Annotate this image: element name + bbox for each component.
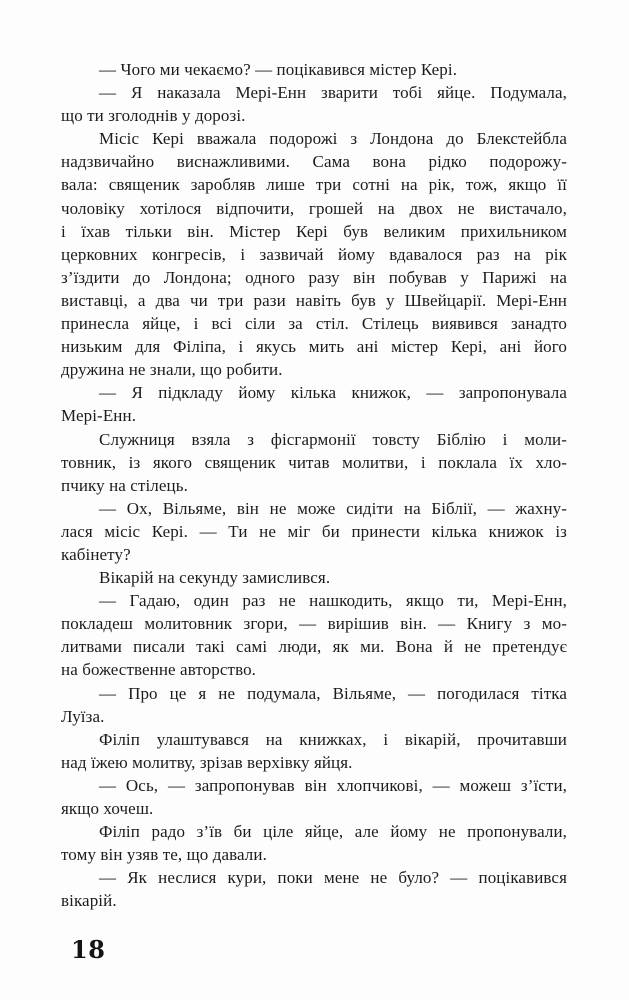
text-line: дружина не знали, що робити. [61,360,283,380]
text-line: виставці, а два чи три рази навіть був у Швейцарії. Мері-Енн [61,290,567,310]
text-line: Служниця взяла з фісгармонії товсту Біблію і моли- [99,429,567,449]
text-line: Вікарій на секунду замислився. [99,568,331,588]
text-line: пчику на стілець. [61,475,188,495]
text-line: з’їздити до Лондона; одного разу він побував у Парижі на [61,267,567,287]
paragraph [61,497,567,566]
text-line: — Гадаю, один раз не нашкодить, якщо ти, Мері-Енн, [99,591,567,611]
paragraph [61,428,567,497]
text-line: — Я підкладу йому кілька книжок, — запропонувала [99,383,567,403]
paragraph [61,566,567,589]
text-line: Філіп улаштувався на книжках, і вікарій, прочитавши [99,729,567,749]
paragraph [61,820,567,866]
text-line: принесла яйце, і всі сіли за стіл. Стілець виявився занадто [61,314,567,334]
text-line: кабінету? [61,544,131,564]
text-line: низьким для Філіпа, і якусь мить ані містер Кері, ані його [61,337,567,357]
text-line: вала: священик заробляв лише три сотні на рік, тож, якщо її [61,175,567,195]
text-line: Місіс Кері вважала подорожі з Лондона до Блекстейбла [99,129,567,149]
paragraph [61,728,567,774]
paragraph [61,58,567,81]
text-line: надзвичайно виснажливими. Сама вона рідко подорожу- [61,152,567,172]
text-line: — Ох, Вільяме, він не може сидіти на Біблії, — жахну- [99,498,567,518]
text-block [61,58,567,912]
paragraph [61,81,567,127]
text-line: над їжею молитву, зрізав верхівку яйця. [61,752,353,772]
paragraph [61,682,567,728]
paragraph [61,774,567,820]
text-line: Луїза. [61,706,105,726]
page-number: 18 [71,935,106,964]
text-line: що ти зголоднів у дорозі. [61,106,246,126]
text-line: литвами писали такі самі люди, як ми. Вона й не претендує [61,637,567,657]
text-line: чоловіку хотілося відпочити, грошей на двох не вистачало, [61,198,567,218]
paragraph [61,866,567,912]
text-line: і їхав тільки він. Містер Кері був великим прихильником [61,221,567,241]
text-line: вікарій. [61,891,117,911]
text-line: — Як неслися кури, поки мене не було? — поцікавився [99,868,567,888]
text-line: — Про це я не подумала, Вільяме, — погодилася тітка [99,683,567,703]
text-line: Філіп радо з’їв би ціле яйце, але йому не пропонували, [99,822,567,842]
paragraph [61,381,567,427]
text-line: якщо хочеш. [61,799,154,818]
paragraph [61,589,567,681]
text-line: покладеш молитовник згори, — вирішив він. — Книгу з мо- [61,614,567,634]
text-line: церковних конгресів, і зазвичай йому вдавалося раз на рік [61,244,567,264]
text-line: — Чого ми чекаємо? — поцікавився містер Кері. [99,60,458,79]
text-line: на божественне авторство. [61,660,257,680]
text-line: тому він узяв те, що давали. [61,845,267,865]
text-line: — Ось, — запропонував він хлопчикові, — можеш з’їсти, [99,775,567,795]
text-line: товник, із якого священик читав молитви, і поклала їх хло- [61,452,567,472]
text-line: Мері-Енн. [61,406,137,426]
paragraph [61,127,567,381]
text-line: лася місіс Кері. — Ти не міг би принести кілька книжок із [61,521,567,541]
text-line: — Я наказала Мері-Енн зварити тобі яйце. Подумала, [99,83,567,103]
